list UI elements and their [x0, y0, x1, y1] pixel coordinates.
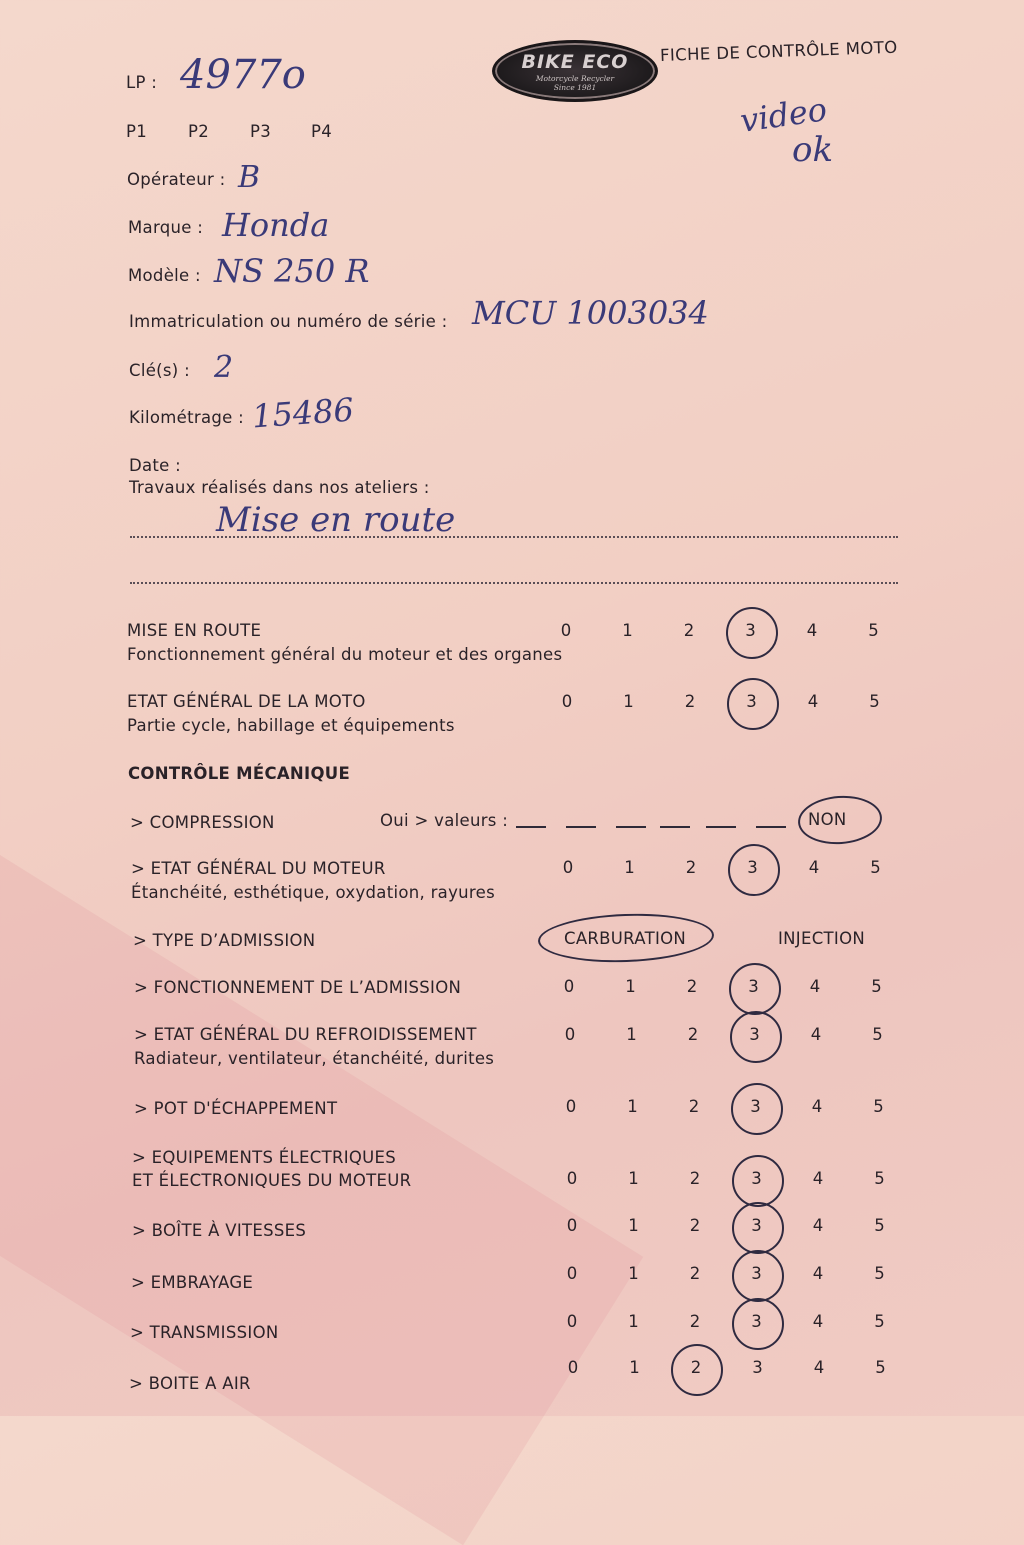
immatriculation-value: MCU 1003034	[472, 294, 709, 332]
compression-title: > COMPRESSION	[130, 813, 275, 832]
echappement-title: > POT D'ÉCHAPPEMENT	[134, 1099, 338, 1118]
boite-vitesses-score-3: 3	[751, 1216, 762, 1235]
echappement-score-4: 4	[811, 1097, 823, 1116]
compression-value-blank-1	[516, 826, 546, 828]
date-label: Date :	[129, 456, 182, 475]
boite-air-score-4: 4	[813, 1358, 825, 1377]
moteur-score-0: 0	[562, 858, 574, 877]
transmission-score-1: 1	[628, 1312, 639, 1331]
admission-carburation: CARBURATION	[564, 929, 687, 948]
embrayage-score-2: 2	[689, 1264, 701, 1283]
admission-injection: INJECTION	[778, 929, 865, 948]
electrique-selected-circle	[732, 1155, 784, 1207]
electrique-score-1: 1	[628, 1169, 639, 1188]
etat-general-score-1: 1	[623, 692, 634, 711]
moteur-subtitle: Étanchéité, esthétique, oxydation, rayures	[131, 883, 495, 902]
mise-en-route-title: MISE EN ROUTE	[127, 621, 262, 640]
lp-label: LP :	[126, 73, 158, 92]
admission-fonct-score-2: 2	[686, 977, 698, 996]
boite-air-score-5: 5	[875, 1358, 886, 1377]
embrayage-score-3: 3	[751, 1264, 762, 1283]
moteur-score-1: 1	[624, 858, 635, 877]
etat-general-selected-circle	[727, 678, 779, 730]
embrayage-score-0: 0	[566, 1264, 578, 1283]
echappement-score-1: 1	[627, 1097, 638, 1116]
cles-label: Clé(s) :	[129, 361, 190, 380]
transmission-selected-circle	[732, 1298, 784, 1350]
echappement-score-5: 5	[873, 1097, 884, 1116]
etat-general-score-5: 5	[869, 692, 880, 711]
travaux-value: Mise en route	[216, 500, 456, 540]
etat-general-score-2: 2	[684, 692, 696, 711]
boite-air-score-1: 1	[629, 1358, 640, 1377]
position-p1: P1	[126, 122, 148, 141]
admission-fonct-score-1: 1	[625, 977, 636, 996]
marque-label: Marque :	[128, 218, 204, 237]
compression-value-blank-3	[616, 826, 646, 828]
transmission-score-4: 4	[812, 1312, 824, 1331]
dotted-line-2	[130, 582, 898, 584]
logo-text: BIKE ECO	[521, 51, 629, 73]
boite-vitesses-score-2: 2	[689, 1216, 701, 1235]
embrayage-score-4: 4	[812, 1264, 824, 1283]
mise-en-route-score-5: 5	[868, 621, 879, 640]
boite-air-title: > BOITE A AIR	[129, 1374, 251, 1393]
operateur-label: Opérateur :	[127, 170, 226, 189]
moteur-title: > ETAT GÉNÉRAL DU MOTEUR	[131, 859, 386, 878]
modele-label: Modèle :	[128, 266, 201, 285]
boite-vitesses-score-0: 0	[566, 1216, 578, 1235]
compression-value-blank-5	[706, 826, 736, 828]
position-p3: P3	[250, 122, 272, 141]
admission-fonct-score-5: 5	[871, 977, 882, 996]
admission-type-title: > TYPE D’ADMISSION	[133, 931, 316, 950]
dotted-line-1	[130, 536, 898, 538]
etat-general-subtitle: Partie cycle, habillage et équipements	[127, 716, 455, 735]
transmission-score-3: 3	[751, 1312, 762, 1331]
mise-en-route-score-4: 4	[806, 621, 818, 640]
admission-fonct-score-3: 3	[748, 977, 759, 996]
logo-tagline: Motorcycle Recycler	[535, 74, 615, 83]
etat-general-score-4: 4	[807, 692, 819, 711]
admission-carburation-circle	[537, 911, 715, 965]
moteur-score-3: 3	[747, 858, 758, 877]
moteur-score-5: 5	[870, 858, 881, 877]
logo-since: Since 1981	[553, 83, 597, 92]
controle-mecanique-heading: CONTRÔLE MÉCANIQUE	[128, 764, 351, 783]
mise-en-route-selected-circle	[726, 607, 778, 659]
modele-value: NS 250 R	[214, 252, 370, 290]
bike-eco-logo	[492, 40, 658, 102]
moteur-score-2: 2	[685, 858, 697, 877]
admission-fonct-selected-circle	[729, 963, 781, 1015]
boite-vitesses-selected-circle	[732, 1202, 784, 1254]
electrique-score-3: 3	[751, 1169, 762, 1188]
etat-general-score-3: 3	[746, 692, 757, 711]
boite-vitesses-score-5: 5	[874, 1216, 885, 1235]
refroidissement-title: > ETAT GÉNÉRAL DU REFROIDISSEMENT	[134, 1025, 477, 1044]
refroidissement-score-3: 3	[749, 1025, 760, 1044]
cles-value: 2	[214, 350, 234, 385]
electrique-subtitle: ET ÉLECTRONIQUES DU MOTEUR	[132, 1171, 412, 1190]
note-ok: ok	[792, 130, 834, 170]
electrique-title: > EQUIPEMENTS ÉLECTRIQUES	[132, 1148, 397, 1167]
kilometrage-label: Kilométrage :	[129, 408, 245, 427]
boite-vitesses-title: > BOÎTE À VITESSES	[132, 1221, 307, 1240]
mise-en-route-score-2: 2	[683, 621, 695, 640]
mise-en-route-subtitle: Fonctionnement général du moteur et des organes	[127, 645, 563, 664]
echappement-selected-circle	[731, 1083, 783, 1135]
transmission-score-5: 5	[874, 1312, 885, 1331]
boite-air-score-2: 2	[690, 1358, 702, 1377]
compression-non: NON	[808, 810, 847, 829]
admission-fonct-score-0: 0	[563, 977, 575, 996]
refroidissement-score-5: 5	[872, 1025, 883, 1044]
mise-en-route-score-0: 0	[560, 621, 572, 640]
compression-value-blank-6	[756, 826, 786, 828]
boite-vitesses-score-4: 4	[812, 1216, 824, 1235]
travaux-label: Travaux réalisés dans nos ateliers :	[129, 478, 430, 497]
embrayage-score-5: 5	[874, 1264, 885, 1283]
refroidissement-selected-circle	[730, 1011, 782, 1063]
embrayage-score-1: 1	[628, 1264, 639, 1283]
refroidissement-subtitle: Radiateur, ventilateur, étanchéité, durites	[134, 1049, 495, 1068]
electrique-score-0: 0	[566, 1169, 578, 1188]
transmission-title: > TRANSMISSION	[130, 1323, 279, 1342]
boite-air-selected-circle	[671, 1344, 723, 1396]
compression-value-blank-4	[660, 826, 690, 828]
embrayage-title: > EMBRAYAGE	[131, 1273, 254, 1292]
transmission-score-2: 2	[689, 1312, 701, 1331]
echappement-score-2: 2	[688, 1097, 700, 1116]
admission-fonctionnement-title: > FONCTIONNEMENT DE L’ADMISSION	[134, 978, 462, 997]
electrique-score-2: 2	[689, 1169, 701, 1188]
refroidissement-score-2: 2	[687, 1025, 699, 1044]
etat-general-title: ETAT GÉNÉRAL DE LA MOTO	[127, 692, 366, 711]
kilometrage-value: 15486	[250, 390, 355, 436]
compression-oui-label: Oui > valeurs :	[380, 811, 509, 830]
note-video: video	[737, 90, 830, 140]
immatriculation-label: Immatriculation ou numéro de série :	[129, 312, 448, 331]
compression-non-circle	[796, 793, 883, 847]
electrique-score-5: 5	[874, 1169, 885, 1188]
electrique-score-4: 4	[812, 1169, 824, 1188]
position-p2: P2	[188, 122, 210, 141]
form-title: FICHE DE CONTRÔLE MOTO	[659, 37, 898, 65]
transmission-score-0: 0	[566, 1312, 578, 1331]
boite-air-score-3: 3	[752, 1358, 763, 1377]
etat-general-score-0: 0	[561, 692, 573, 711]
echappement-score-3: 3	[750, 1097, 761, 1116]
echappement-score-0: 0	[565, 1097, 577, 1116]
admission-fonct-score-4: 4	[809, 977, 821, 996]
boite-vitesses-score-1: 1	[628, 1216, 639, 1235]
refroidissement-score-0: 0	[564, 1025, 576, 1044]
embrayage-selected-circle	[732, 1250, 784, 1302]
marque-value: Honda	[222, 206, 330, 244]
compression-value-blank-2	[566, 826, 596, 828]
position-p4: P4	[311, 122, 333, 141]
operateur-value: B	[238, 160, 261, 195]
refroidissement-score-4: 4	[810, 1025, 822, 1044]
lp-value: 4977o	[180, 52, 306, 98]
mise-en-route-score-1: 1	[622, 621, 633, 640]
moteur-score-4: 4	[808, 858, 820, 877]
moteur-selected-circle	[728, 844, 780, 896]
refroidissement-score-1: 1	[626, 1025, 637, 1044]
boite-air-score-0: 0	[567, 1358, 579, 1377]
mise-en-route-score-3: 3	[745, 621, 756, 640]
